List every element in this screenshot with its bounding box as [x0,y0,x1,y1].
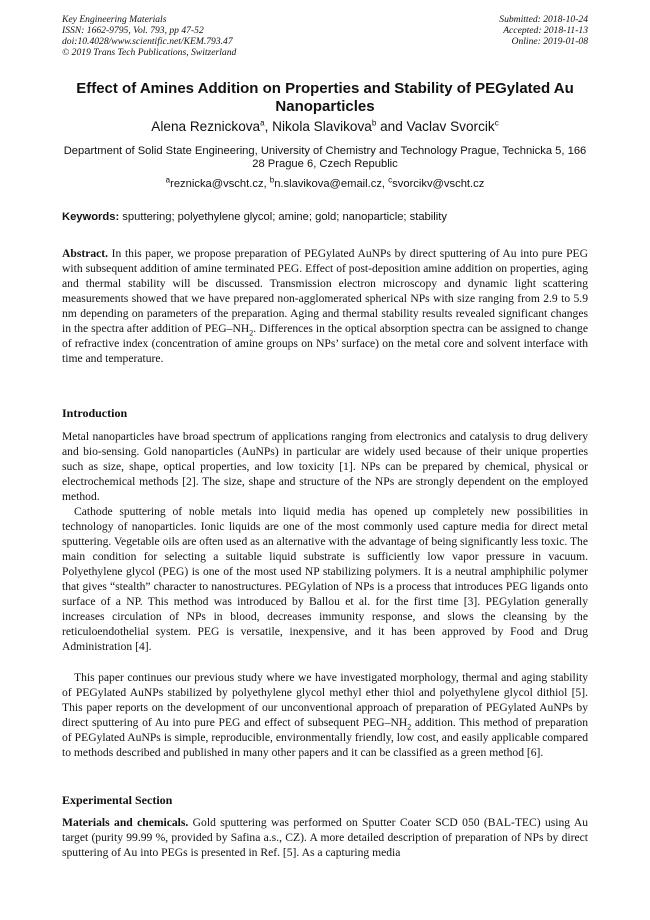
email-address[interactable]: svorcikv@vscht.cz [392,178,485,190]
paper-title: Effect of Amines Addition on Properties and Stability of PEGylated Au Nanoparticles [76,80,574,115]
journal-header-right [499,14,588,47]
author-list [62,119,588,135]
keywords-text: sputtering; polyethylene glycol; amine; gold; nanoparticle; stability [119,211,447,223]
section-heading-experimental: Experimental Section [62,793,173,807]
intro-p3-text: This paper continues our previous study where we have investigated morphology, thermal and aging stability of PEGylated AuNPs stabilized by polyethylene glycol methyl ether thiol and polyethylene glycol dithiol [5]. This paper reports on the development of our unconventional approach of preparation of PEGylated AuNPs by direct sputtering of Au into pure PEG and effect of subsequent PEG–NH [62,671,588,730]
author-affil-mark: b [371,118,377,128]
materials-lead: Materials and chemicals. [62,816,189,829]
abstract-text-cont: . Differences in the optical absorption spectra can be assigned to change of refractive index (concentration of amine groups on NPs’ surface) on the metal core and solvent interface with time and temperature. [62,322,589,366]
email-list [62,175,588,191]
submitted-date: Submitted: 2018-10-24 [499,14,588,25]
section-heading-introduction: Introduction [62,406,128,420]
journal-name: Key Engineering Materials [62,14,167,25]
intro-p3-subscript: 2 [407,722,412,732]
email-address[interactable]: reznicka@vscht.cz, [170,178,270,190]
accepted-date: Accepted: 2018-11-13 [503,25,588,36]
abstract [62,246,588,366]
author-name: Alena Reznickova [151,119,261,134]
intro-paragraph-2: Cathode sputtering of noble metals into liquid media has opened up completely new possibilities in technology of nanoparticles. Ionic liquids are one of the most commonly used capture media for direct metal sputtering. Vegetable oils are often used as an alternative with the advantage of being significantly less toxic. The main condition for selecting a suitable liquid substrate is sufficiently low vapor pressure in vacuum. Polyethylene glycol (PEG) is one of the most used NP stabilizing polymers. It is a neutral amphiphilic polymer that gives “stealth” character to nanostructures. PEGylation of NPs is a process that introduces PEG ligands onto surface of a NP. This method was introduced by Ballou et al. for the first time [3]. PEGylation generally increases circulation of NPs in blood, decreases immunity response, and slows the cleansing by the reticuloendothelial system. PEG is versatile, inexpensive, and it has been approved by Food and Drug Administration [4]. [62,505,588,654]
copyright-line: © 2019 Trans Tech Publications, Switzerland [62,47,237,58]
intro-paragraph-3 [62,670,588,760]
doi-line[interactable]: doi:10.4028/www.scientific.net/KEM.793.47 [62,36,233,47]
affiliation: Department of Solid State Engineering, University of Chemistry and Technology Prague, Technicka 5, 166 28 Prague 6, Czech Republic [63,145,587,171]
materials-text: Gold sputtering was performed on Sputter Coater SCD 050 (BAL-TEC) using Au target (purity 99.99 %, provided by Safina a.s., CZ). A more detailed description of preparation of NPs by direct sputtering of Au into PEGs is presented in Ref. [5]. As a capturing media [62,816,588,860]
keywords-label: Keywords: [62,211,120,223]
intro-paragraph-1: Metal nanoparticles have broad spectrum of applications ranging from electronics and catalysis to drug delivery and bio-sensing. Gold nanoparticles (AuNPs) in particular are widely used because of their unique properties such as size, shape, optical properties, and low toxicity [1]. NPs can be prepared by chemical, physical or electrochemical methods [2]. The size, shape and structure of the NPs are strongly dependent on the employed method. [62,430,588,504]
intro-p3-text-cont: addition. This method of preparation of PEGylated AuNPs is simple, reproducible, environmentally friendly, low cost, and easily applicable compared to methods described and published in many other papers and it can be classified as a green method [6]. [62,716,589,760]
issn-line: ISSN: 1662-9795, Vol. 793, pp 47-52 [62,25,204,36]
author-separator: , [264,119,273,134]
abstract-text: In this paper, we propose preparation of PEGylated AuNPs by direct sputtering of Au into pure PEG with subsequent addition of amine terminated PEG. Effect of post-deposition amine addition on properties, aging and thermal stability will be discussed. Transmission electron microscopy and dynamic light scattering measurements showed that we have prepared non-agglomerated spherical NPs with size ranging from 2.9 to 5.9 nm depending on parameters of the preparation. Aging and thermal stability results revealed significant changes in the spectra after addition of PEG–NH [62,247,588,336]
author-name: Vaclav Svorcik [406,119,495,134]
email-mark: b [269,175,275,185]
author-affil-mark: c [494,118,499,128]
abstract-subscript: 2 [249,328,254,338]
journal-header-left [62,14,236,58]
author-affil-mark: a [260,118,265,128]
email-mark: a [165,175,171,185]
email-address[interactable]: n.slavikova@email.cz, [274,178,389,190]
email-mark: c [388,175,393,185]
experimental-paragraph [62,815,588,860]
keywords [62,211,588,224]
author-separator: and [376,119,407,134]
online-date: Online: 2019-01-08 [511,36,588,47]
abstract-label: Abstract. [62,247,109,260]
author-name: Nikola Slavikova [272,119,372,134]
